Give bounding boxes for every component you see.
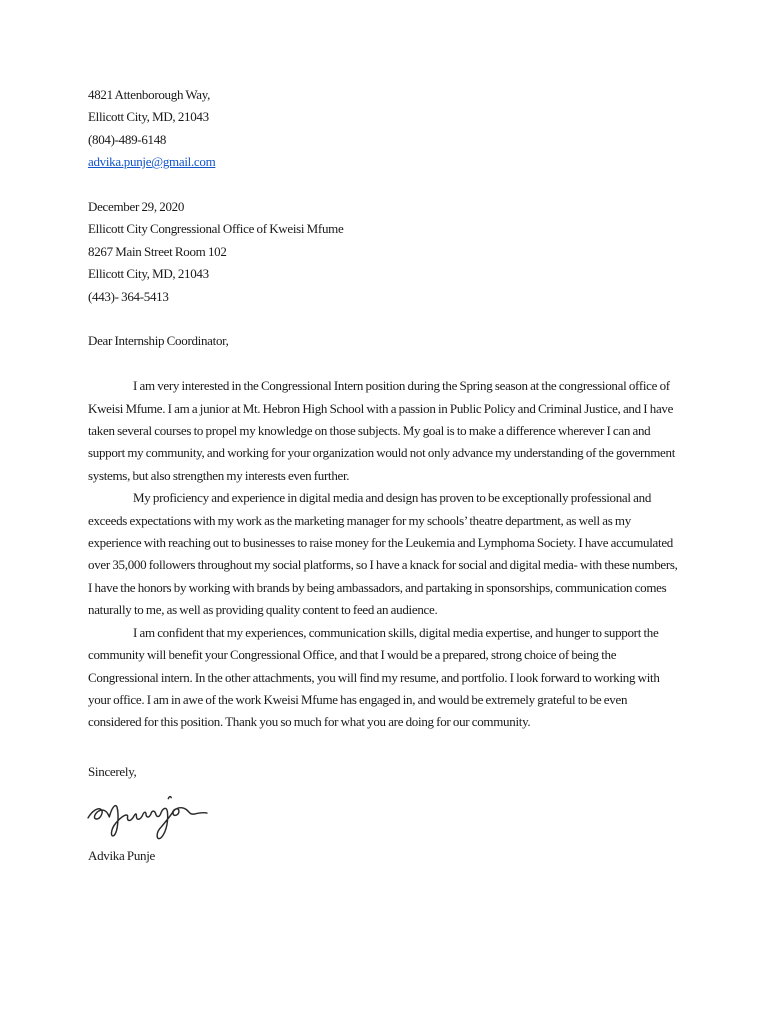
salutation: Dear Internship Coordinator, bbox=[88, 333, 229, 349]
body-paragraph-3: I am confident that my experiences, communication skills, digital media expertise, and hunger to support the community will benefit your Congressional Office, and that I would be a prepared, strong choice of being the Congressional intern. In the other attachments, you will find my resume, and portfolio. I look forward to working with your office. I am in awe of the work Kweisi Mfume has engaged in, and would be extremely grateful to be even considered for this position. Thank you so much for what you are doing for our community. bbox=[88, 624, 660, 730]
sender-email-link[interactable]: advika.punje@gmail.com bbox=[88, 154, 216, 170]
recipient-office: Ellicott City Congressional Office of Kweisi Mfume bbox=[88, 221, 344, 237]
sender-email-row bbox=[88, 151, 680, 173]
letter-date: December 29, 2020 bbox=[88, 199, 185, 215]
blank-line bbox=[88, 174, 680, 196]
sender-address-line1: 4821 Attenborough Way, bbox=[88, 87, 211, 102]
blank-line bbox=[88, 308, 680, 330]
sender-address-line2: Ellicott City, MD, 21043 bbox=[88, 109, 209, 125]
closing: Sincerely, bbox=[88, 763, 137, 779]
signature-icon bbox=[85, 786, 211, 844]
body-paragraph-2: My proficiency and experience in digital media and design has proven to be exceptionally professional and exceeds expectations with my work as the marketing manager for my schools’ theatre department, as well as my experience with reaching out to businesses to raise money for the Leukemia and Lymphoma Society. I have accumulated over 35,000 followers throughout my social platforms, so I have a knack for social and digital media- with these numbers, I have the honors by working with brands by being ambassadors, and partaking in sponsorships, communication comes naturally to me, as well as providing quality content to feed an audience. bbox=[88, 490, 678, 618]
recipient-city: Ellicott City, MD, 21043 bbox=[88, 266, 209, 282]
signature-name: Advika Punje bbox=[88, 848, 156, 864]
blank-line bbox=[88, 353, 680, 375]
blank-line bbox=[88, 734, 680, 761]
sender-phone: (804)-489-6148 bbox=[88, 131, 167, 147]
body-paragraph-1: I am very interested in the Congressional Intern position during the Spring season at the congressional office of Kweisi Mfume. I am a junior at Mt. Hebron High School with a passion in Public Policy and Criminal Justice, and I have taken several courses to propel my knowledge on those subjects. My goal is to make a difference wherever I can and support my community, and working for your organization would not only advance my understanding of the government systems, but also strengthen my interests even further. bbox=[88, 378, 676, 483]
recipient-phone: (443)- 364-5413 bbox=[88, 288, 169, 304]
recipient-street: 8267 Main Street Room 102 bbox=[88, 243, 227, 259]
